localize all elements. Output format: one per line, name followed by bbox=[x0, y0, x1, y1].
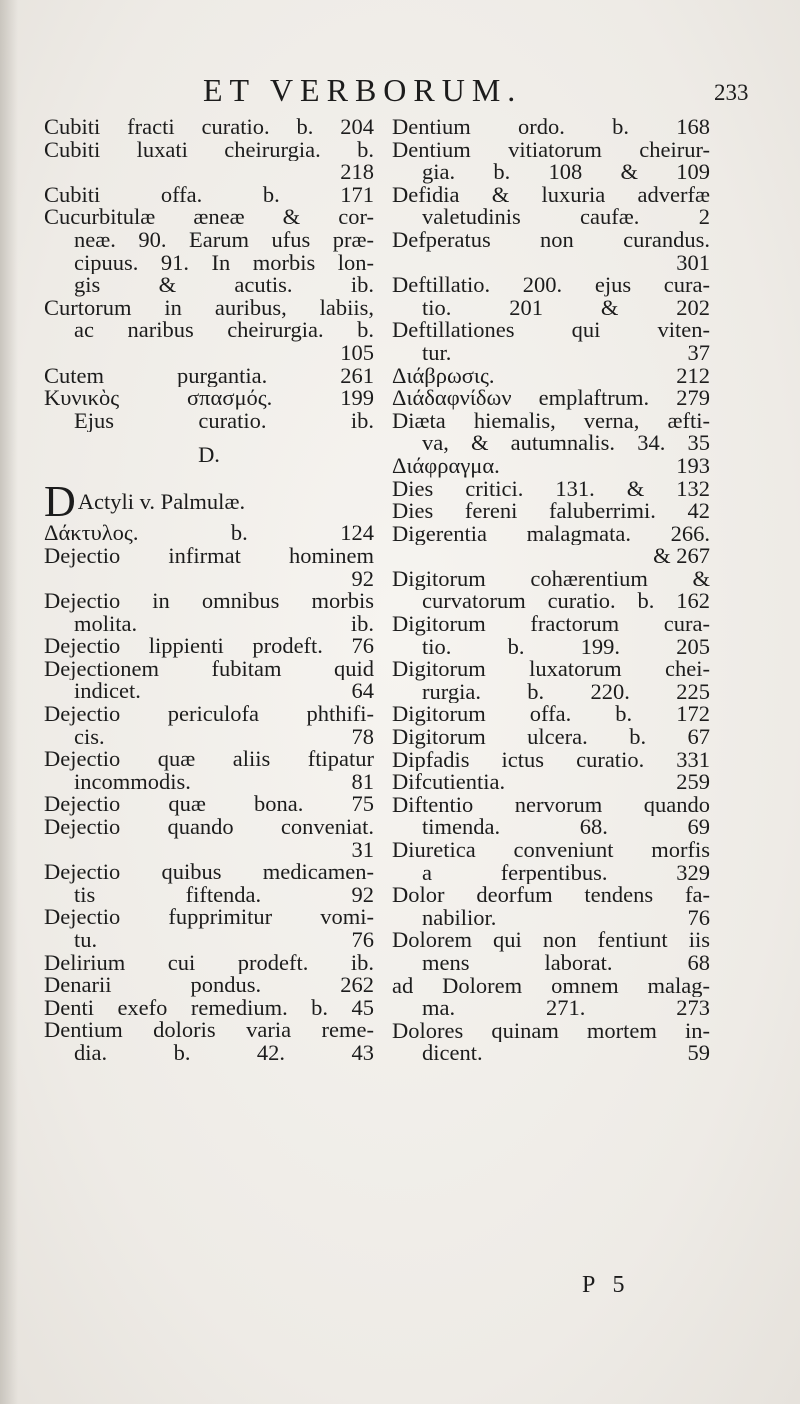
index-entry-line: Deftillationes qui viten- bbox=[392, 319, 710, 342]
index-entry-line: Dejectio infirmat hominem bbox=[44, 544, 374, 568]
index-entry-line: cipuus. 91. In morbis lon- bbox=[74, 251, 374, 275]
index-entry bbox=[44, 365, 374, 388]
page-number: 233 bbox=[714, 80, 749, 105]
index-entry-line: Digitorum fractorum cura- bbox=[392, 613, 710, 636]
index-entry bbox=[44, 997, 374, 1020]
index-entry bbox=[392, 929, 710, 974]
index-entry-line: Dejectio quæ aliis ftipatur bbox=[44, 748, 374, 771]
index-entry-line: Dentium vitiatorum cheirur- bbox=[392, 138, 710, 162]
index-entry bbox=[44, 116, 374, 139]
index-entry-line: Diftentio nervorum quando bbox=[392, 793, 710, 817]
index-entry bbox=[392, 771, 710, 794]
index-entry-line: ac naribus cheirurgia. b. bbox=[74, 319, 374, 342]
index-entry-line: gia. b. 108 & 109 bbox=[422, 161, 710, 184]
index-entry bbox=[392, 500, 710, 523]
index-entry-line: ad Dolorem omnem malag- bbox=[392, 974, 710, 998]
index-entry-line: 105 bbox=[340, 341, 374, 365]
index-entry-line: 31 bbox=[351, 838, 374, 862]
index-entry bbox=[392, 319, 710, 364]
index-entry-line: Difcutientia. 259 bbox=[392, 771, 710, 794]
index-entry-line: Διάβρωσις. 212 bbox=[392, 364, 710, 388]
index-entry-line: Digitorum cohærentium & bbox=[392, 567, 710, 591]
index-entry-line: Cubiti offa. b. 171 bbox=[44, 183, 374, 207]
page-header bbox=[0, 72, 800, 112]
index-entry bbox=[44, 139, 374, 184]
index-entry-line: Cubiti fracti curatio. b. 204 bbox=[44, 116, 374, 139]
index-entry-line: Δάκτυλος. b. 124 bbox=[44, 522, 374, 545]
index-entry-line: cis. 78 bbox=[74, 725, 374, 749]
index-entry bbox=[44, 387, 374, 410]
index-entry-line: rurgia. b. 220. 225 bbox=[422, 680, 710, 704]
index-entry-line: ma. 271. 273 bbox=[422, 997, 710, 1020]
index-entry-line: Dentium doloris varia reme- bbox=[44, 1019, 374, 1042]
index-entry-line: neæ. 90. Earum ufus præ- bbox=[74, 228, 374, 252]
index-entry-line: Denarii pondus. 262 bbox=[44, 974, 374, 997]
index-entry-line: Cucurbitulæ æneæ & cor- bbox=[44, 206, 374, 229]
index-entry-line: indicet. 64 bbox=[74, 680, 374, 704]
index-entry bbox=[392, 658, 710, 703]
index-entry-line: dia. b. 42. 43 bbox=[74, 1041, 374, 1065]
index-entry-line: tu. 76 bbox=[74, 929, 374, 952]
index-entry-line: Defperatus non curandus. bbox=[392, 228, 710, 252]
signature-mark: P 5 bbox=[582, 1272, 631, 1298]
index-entry-line: Dejectio quibus medicamen- bbox=[44, 861, 374, 884]
dropcap-entry bbox=[44, 477, 374, 527]
index-entry bbox=[392, 749, 710, 772]
index-entry bbox=[44, 545, 374, 590]
index-entry-line: gis & acutis. ib. bbox=[74, 274, 374, 297]
index-entry bbox=[44, 703, 374, 748]
index-entry bbox=[44, 861, 374, 906]
index-entry bbox=[44, 410, 374, 433]
index-entry-line: Digitorum luxatorum chei- bbox=[392, 658, 710, 681]
index-entry-line: Dentium ordo. b. 168 bbox=[392, 116, 710, 139]
index-entry bbox=[392, 839, 710, 884]
index-entry bbox=[392, 410, 710, 455]
index-entry-line: tis fiftenda. 92 bbox=[74, 883, 374, 907]
index-entry-line: Διάδαφνίδων emplaftrum. 279 bbox=[392, 387, 710, 410]
index-entry-line: dicent. 59 bbox=[422, 1042, 710, 1065]
index-entry-line: Διάφραγμα. 193 bbox=[392, 454, 710, 478]
index-entry-line: Dolor deorfum tendens fa- bbox=[392, 884, 710, 907]
index-entry-line: 92 bbox=[351, 567, 374, 591]
index-entry bbox=[392, 975, 710, 1020]
index-entry-line: timenda. 68. 69 bbox=[422, 816, 710, 839]
index-entry-line: Dipfadis ictus curatio. 331 bbox=[392, 748, 710, 772]
index-entry bbox=[392, 726, 710, 749]
index-entry-line: Dies fereni faluberrimi. 42 bbox=[392, 500, 710, 523]
index-entry-line: Digitorum offa. b. 172 bbox=[392, 703, 710, 727]
index-entry-line: Dejectio quando conveniat. bbox=[44, 816, 374, 839]
index-entry-line: Digitorum ulcera. b. 67 bbox=[392, 726, 710, 749]
index-entry bbox=[392, 184, 710, 229]
index-entry bbox=[392, 613, 710, 658]
index-entry bbox=[392, 568, 710, 613]
index-entry-line: & 267 bbox=[653, 545, 710, 568]
index-entry bbox=[44, 952, 374, 975]
index-entry bbox=[392, 703, 710, 726]
drop-capital: D bbox=[44, 477, 76, 527]
index-entry bbox=[392, 116, 710, 139]
index-entry-line: Ejus curatio. ib. bbox=[74, 409, 374, 433]
index-entry-line: Cubiti luxati cheirurgia. b. bbox=[44, 138, 374, 162]
index-entry bbox=[44, 635, 374, 658]
index-entry bbox=[44, 658, 374, 703]
index-entry bbox=[392, 387, 710, 410]
index-entry-line: Dejectio quæ bona. 75 bbox=[44, 793, 374, 817]
index-entry bbox=[392, 1020, 710, 1065]
dropcap-entry-text: Actyli v. Palmulæ. bbox=[77, 489, 246, 515]
index-entry bbox=[392, 139, 710, 184]
index-entry-line: 218 bbox=[340, 161, 374, 184]
page-gutter-shadow bbox=[0, 0, 18, 1404]
index-entry bbox=[44, 297, 374, 365]
index-entry-line: nabilior. 76 bbox=[422, 906, 710, 930]
index-entry-line: Dolorem qui non fentiunt iis bbox=[392, 929, 710, 952]
index-entry-line: mens laborat. 68 bbox=[422, 951, 710, 975]
index-entry-line: Dejectio fupprimitur vomi- bbox=[44, 906, 374, 929]
index-entry bbox=[44, 906, 374, 951]
index-entry-line: Delirium cui prodeft. ib. bbox=[44, 951, 374, 975]
index-entry-line: tio. b. 199. 205 bbox=[422, 635, 710, 659]
index-entry-line: a ferpentibus. 329 bbox=[422, 861, 710, 885]
index-entry-line: Diæta hiemalis, verna, æfti- bbox=[392, 409, 710, 433]
index-entry bbox=[44, 184, 374, 207]
index-entry bbox=[392, 229, 710, 274]
index-entry bbox=[392, 365, 710, 388]
index-entry-line: molita. ib. bbox=[74, 612, 374, 636]
index-entry-line: tur. 37 bbox=[422, 341, 710, 365]
index-entry bbox=[44, 590, 374, 635]
index-entry bbox=[392, 794, 710, 839]
index-column-left bbox=[44, 116, 374, 1065]
index-entry bbox=[44, 1019, 374, 1064]
index-entry-line: 301 bbox=[676, 251, 710, 275]
index-entry bbox=[44, 793, 374, 816]
index-entry bbox=[44, 206, 374, 296]
index-entry-line: Denti exefo remedium. b. 45 bbox=[44, 996, 374, 1020]
index-entry bbox=[44, 748, 374, 793]
index-entry bbox=[44, 816, 374, 861]
index-entry bbox=[44, 974, 374, 997]
index-entry-line: Deftillatio. 200. ejus cura- bbox=[392, 274, 710, 297]
index-entry bbox=[392, 274, 710, 319]
index-column-right bbox=[392, 116, 710, 1065]
index-entry bbox=[392, 455, 710, 478]
index-entry bbox=[392, 523, 710, 568]
section-letter: D. bbox=[198, 442, 220, 468]
index-entry-line: Digerentia malagmata. 266. bbox=[392, 522, 710, 546]
index-entry-line: curvatorum curatio. b. 162 bbox=[422, 590, 710, 614]
index-entry-line: Curtorum in auribus, labiis, bbox=[44, 296, 374, 320]
index-entry-line: Dies critici. 131. & 132 bbox=[392, 477, 710, 501]
index-entry-line: va, & autumnalis. 34. 35 bbox=[422, 432, 710, 455]
index-entry-line: Dejectionem fubitam quid bbox=[44, 657, 374, 681]
index-entry-line: Dejectio in omnibus morbis bbox=[44, 590, 374, 613]
index-entry-line: Dejectio periculofa phthifi- bbox=[44, 703, 374, 726]
index-entry-line: incommodis. 81 bbox=[74, 770, 374, 794]
running-title: ET VERBORUM. bbox=[203, 72, 523, 108]
index-entry-line: Dolores quinam mortem in- bbox=[392, 1019, 710, 1043]
index-entry-line: Dejectio lippienti prodeft. 76 bbox=[44, 635, 374, 658]
index-entry-line: tio. 201 & 202 bbox=[422, 296, 710, 320]
index-entry-line: valetudinis caufæ. 2 bbox=[422, 206, 710, 229]
index-entry bbox=[392, 478, 710, 501]
index-entry-line: Κυνικὸς σπασμός. 199 bbox=[44, 387, 374, 410]
index-entry-line: Cutem purgantia. 261 bbox=[44, 364, 374, 388]
index-entry bbox=[44, 522, 374, 545]
index-entry bbox=[392, 884, 710, 929]
index-entry-line: Diuretica conveniunt morfis bbox=[392, 839, 710, 862]
index-entry-line: Defidia & luxuria adverfæ bbox=[392, 183, 710, 207]
